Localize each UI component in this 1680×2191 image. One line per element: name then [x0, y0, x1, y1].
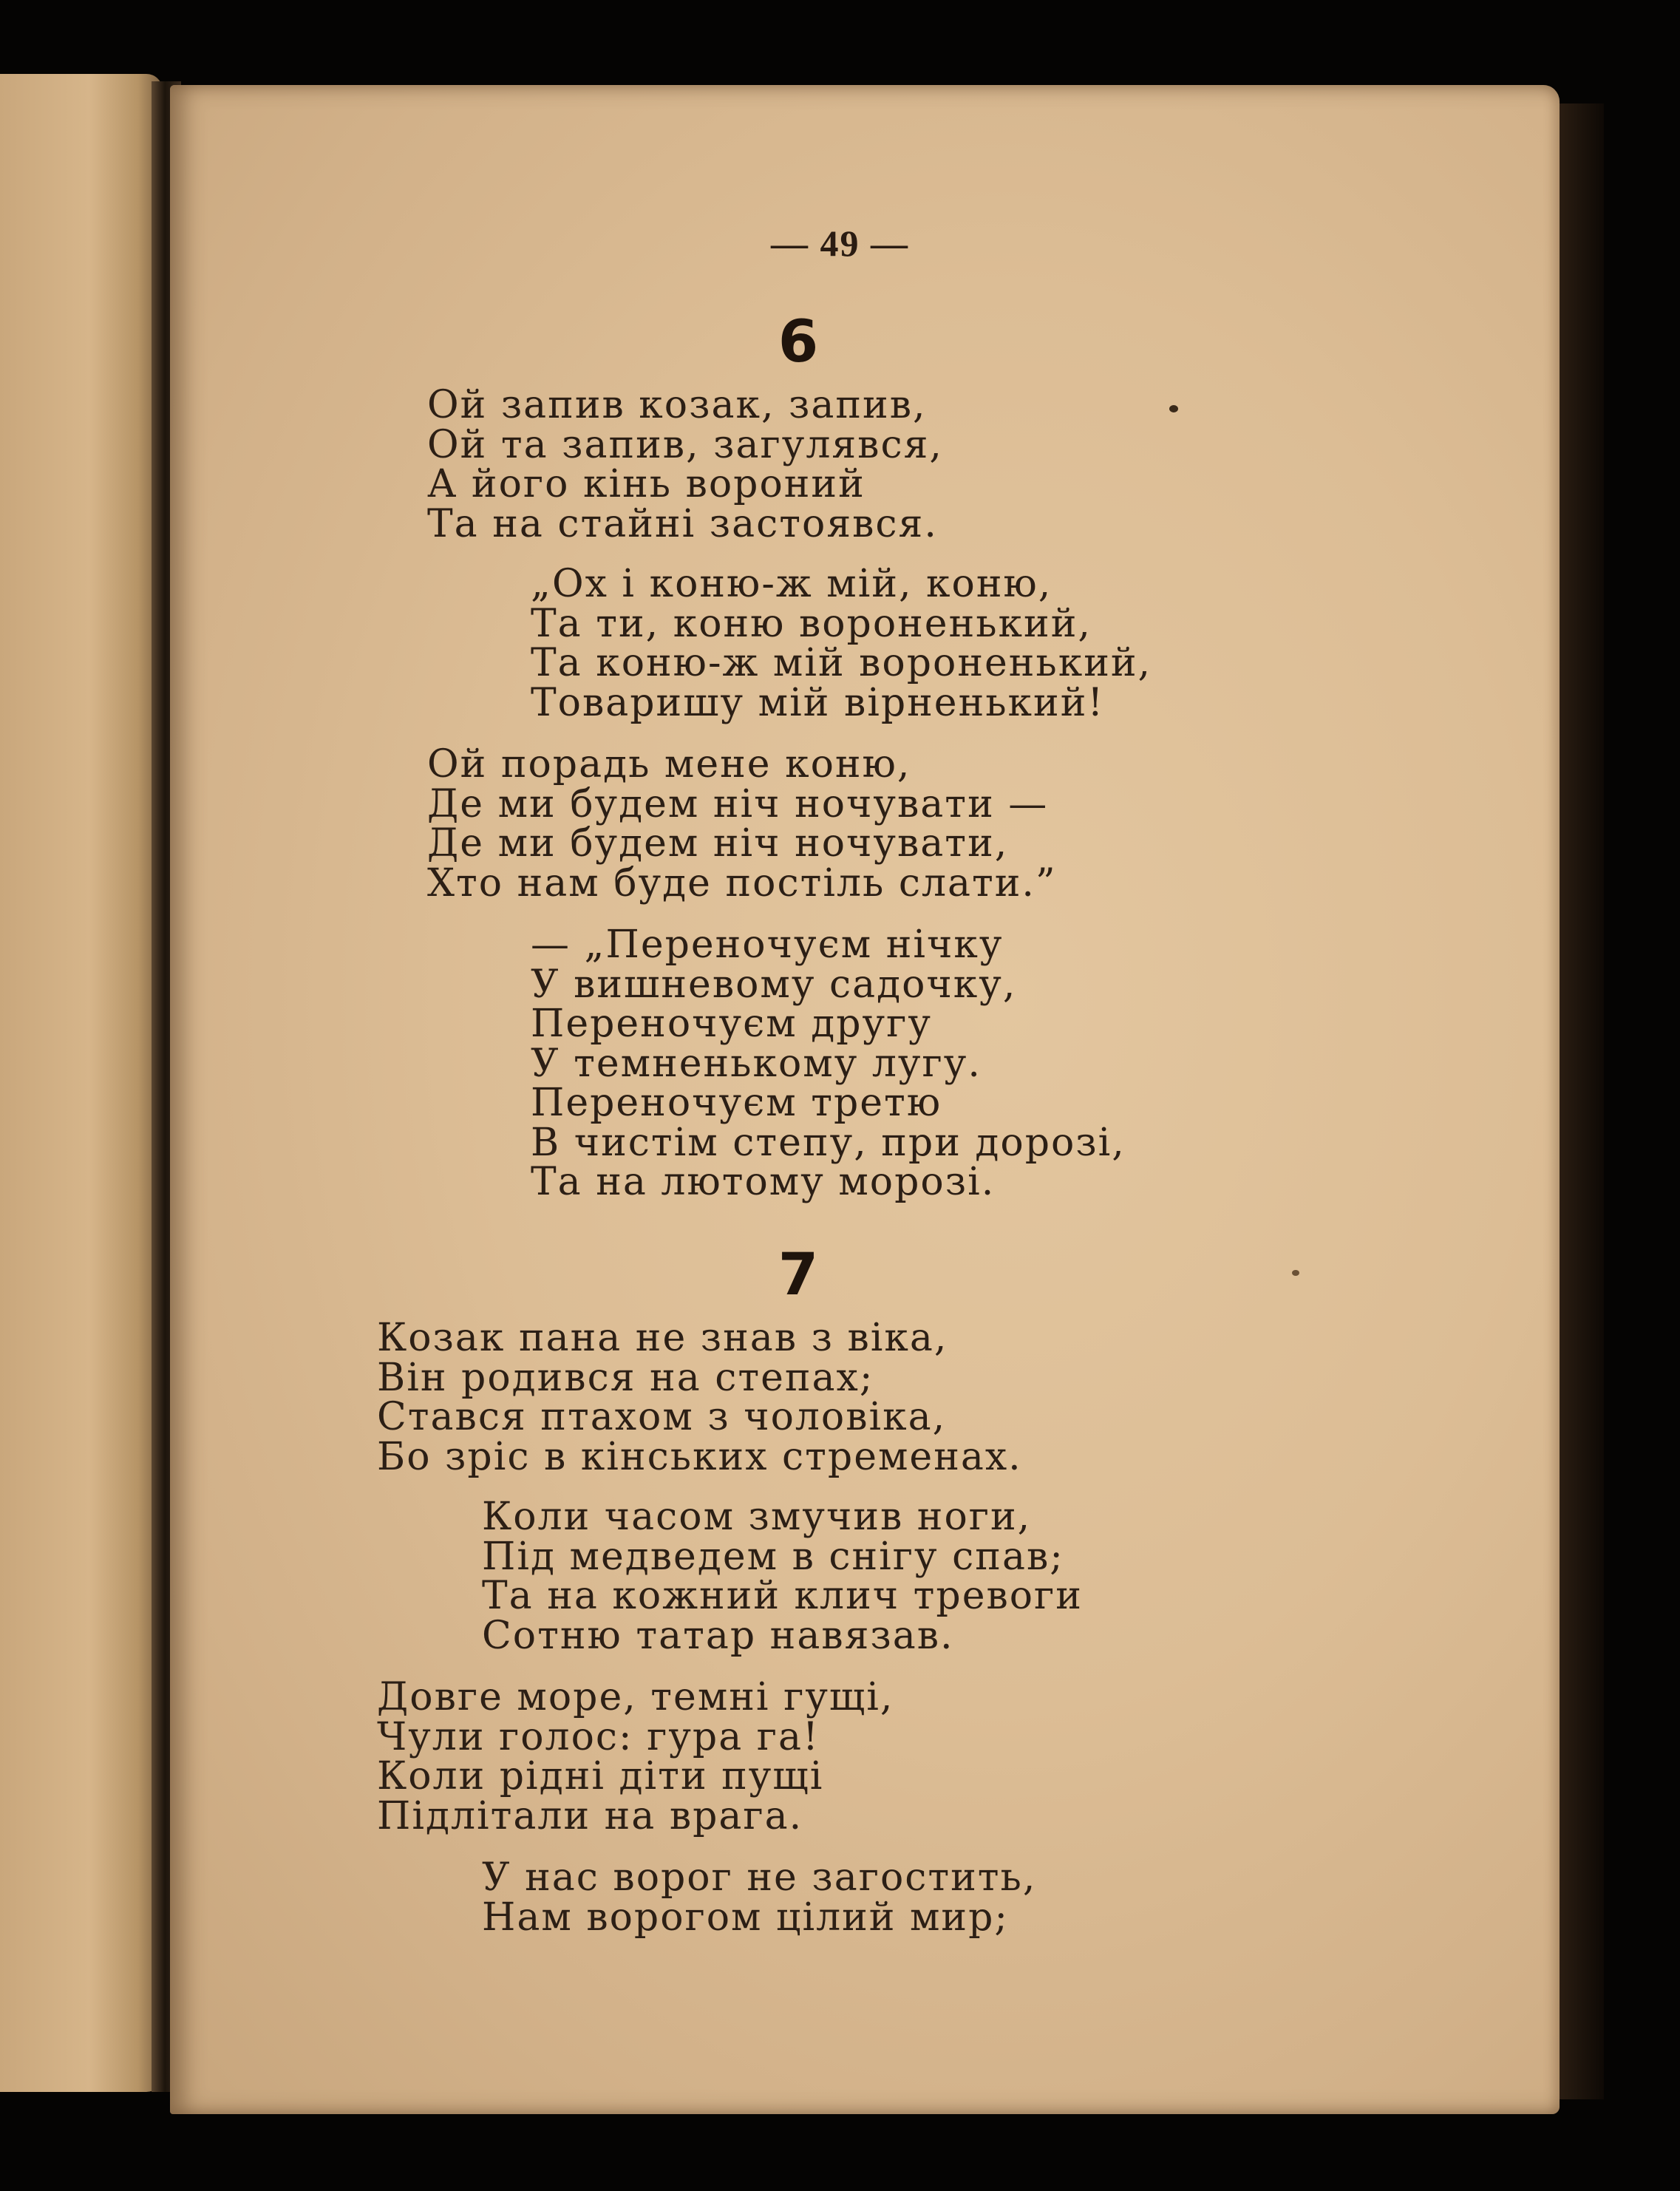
verse-line: Сотню татар навязав.	[482, 1613, 954, 1658]
verse-line: Переночуєм другу	[531, 1002, 932, 1046]
verse-line: Підлітали на врага.	[377, 1793, 803, 1838]
verse-line: Товаришу мій вірненький!	[531, 680, 1105, 725]
verse-line: Коли часом змучив ноги,	[482, 1495, 1032, 1539]
verse-line: В чистім степу, при дорозі,	[531, 1120, 1126, 1165]
verse-line: Та на кожний клич тревоги	[482, 1574, 1083, 1618]
ink-speck	[1169, 405, 1178, 412]
verse-line: Нам ворогом цілий мир;	[482, 1895, 1009, 1940]
verse-line: Ой та запив, загулявся,	[427, 422, 943, 467]
page-number: — 49 —	[771, 223, 909, 264]
song-number: 6	[778, 309, 819, 376]
verse-line: — „Переночуєм нічку	[531, 923, 1004, 967]
verse-line: Стався птахом з чоловіка,	[377, 1395, 947, 1439]
verse-line: У вишневому садочку,	[531, 962, 1017, 1007]
verse-line: Коли рідні діти пущі	[377, 1754, 824, 1798]
verse-line: Довге море, темні гущі,	[377, 1675, 894, 1719]
stanza	[482, 1855, 1037, 1940]
verse-line: А його кінь вороний	[427, 462, 865, 506]
verse-line: Де ми будем ніч ночувати,	[427, 821, 1009, 866]
verse-line: Ой запив козак, запив,	[427, 383, 927, 427]
verse-line: Хто нам буде постіль слати.”	[427, 860, 1057, 906]
stanza	[531, 925, 1126, 1203]
stanza	[482, 1495, 1083, 1658]
stanza	[427, 742, 1057, 906]
stanza	[377, 1675, 894, 1838]
verse-line: „Ох і коню-ж мій, коню,	[531, 562, 1052, 606]
verse-line: Де ми будем ніч ночувати —	[427, 781, 1049, 826]
stanza	[427, 383, 943, 546]
verse-line: Під медведем в снігу спав;	[482, 1534, 1064, 1579]
book-spine-edge	[1560, 103, 1604, 2099]
verse-line: Та на лютому морозі.	[531, 1160, 996, 1204]
verse-line: Ой порадь мене коню,	[427, 742, 911, 787]
verse-line: Та коню-ж мій вороненький,	[531, 641, 1152, 685]
verse-line: Та ти, коню вороненький,	[531, 601, 1092, 646]
verse-line: У темненькому лугу.	[531, 1041, 982, 1086]
song-number: 7	[778, 1242, 819, 1308]
verse-line: Та на стайні застоявся.	[427, 501, 938, 546]
verse-line: Чули голос: гура га!	[377, 1714, 820, 1759]
left-page-edge	[0, 74, 163, 2092]
stanza	[531, 562, 1152, 725]
verse-line: У нас ворог не загостить,	[482, 1855, 1037, 1900]
verse-line: Він родився на степах;	[377, 1355, 874, 1400]
verse-line: Бо зріс в кінських стременах.	[377, 1434, 1022, 1479]
verse-line: Козак пана не знав з віка,	[377, 1316, 948, 1360]
stanza	[377, 1316, 1022, 1479]
verse-line: Переночуєм третю	[531, 1081, 942, 1125]
